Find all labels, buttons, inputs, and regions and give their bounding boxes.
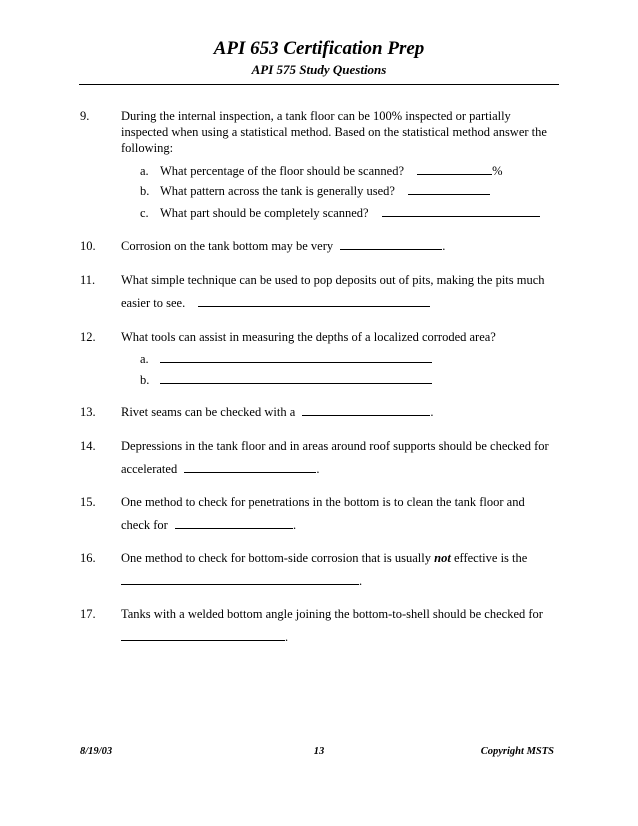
answer-17-blank[interactable] [121,629,285,641]
question-9-number: 9. [80,109,90,123]
question-15-line1: One method to check for penetrations in the bottom is to clean the tank floor and [121,495,525,509]
question-14-line1: Depressions in the tank floor and in areas around roof supports should be checked for [121,439,549,453]
answer-9b-blank[interactable] [408,183,490,195]
footer-page-number: 13 [313,746,325,757]
question-12a-letter: a. [140,352,149,366]
answer-12b-blank[interactable] [160,372,432,384]
question-11-row2 [121,295,430,312]
question-12a-row [160,351,432,368]
answer-11-blank[interactable] [198,295,430,307]
question-11-line1: What simple technique can be used to pop deposits out of pits, making the pits much [121,273,545,287]
question-15-row2 [121,517,296,534]
question-12b-row [160,372,432,389]
question-9b-letter: b. [140,184,150,198]
question-14-number: 14. [80,439,96,453]
question-16-row2 [121,573,362,590]
question-14-suffix: . [316,462,320,476]
question-9c-letter: c. [140,206,149,220]
answer-9a-blank[interactable] [417,163,492,175]
question-9a-letter: a. [140,164,149,178]
answer-13-blank[interactable] [302,404,430,416]
question-14-line2: accelerated [121,462,178,476]
question-10-number: 10. [80,239,96,253]
question-13-row [121,404,434,421]
question-15-number: 15. [80,495,96,509]
question-9a-text: What percentage of the floor should be scanned? [160,164,404,178]
question-12b-letter: b. [140,373,150,387]
question-12-text: What tools can assist in measuring the depths of a localized corroded area? [121,330,496,344]
answer-12a-blank[interactable] [160,351,432,363]
question-9b-row [160,183,490,200]
question-17-suffix: . [285,630,289,644]
question-15-line2: check for [121,518,168,532]
question-17-row2 [121,629,288,646]
question-16-text-pre: One method to check for bottom-side corrosion that is usually [121,551,432,565]
answer-10-blank[interactable] [340,238,442,250]
question-9-line2: inspected when using a statistical method. Based on the statistical method answer the [121,125,547,139]
question-17-number: 17. [80,607,96,621]
question-9c-text: What part should be completely scanned? [160,206,369,220]
question-9a-suffix: % [492,164,503,178]
footer-date: 8/19/03 [80,746,113,757]
answer-9c-blank[interactable] [382,205,540,217]
question-12-number: 12. [80,330,96,344]
page-title: API 653 Certification Prep [213,38,425,59]
question-16-emphasis: not [434,551,451,565]
question-9a-row [160,163,503,180]
page-subtitle: API 575 Study Questions [251,62,387,77]
answer-14-blank[interactable] [184,461,316,473]
footer-copyright: Copyright MSTS [480,746,554,757]
question-16-number: 16. [80,551,96,565]
question-16-suffix: . [359,574,363,588]
question-11-number: 11. [80,273,96,287]
question-10-text: Corrosion on the tank bottom may be very [121,239,334,253]
question-13-suffix: . [430,405,434,419]
question-9b-text: What pattern across the tank is generally used? [160,184,395,198]
answer-16-blank[interactable] [121,573,359,585]
question-13-number: 13. [80,405,96,419]
question-17-line1: Tanks with a welded bottom angle joining the bottom-to-shell should be checked for [121,607,543,621]
answer-15-blank[interactable] [175,517,293,529]
question-16-text-post: effective is the [453,551,528,565]
question-9-line3: following: [121,141,174,155]
header-divider [79,84,559,85]
question-11-line2: easier to see. [121,296,186,310]
question-14-row2 [121,461,319,478]
question-15-suffix: . [292,518,297,532]
question-9c-row [160,205,540,222]
question-16-line1 [121,550,527,567]
question-10-row [121,238,445,255]
question-10-suffix: . [442,239,446,253]
question-9-line1: During the internal inspection, a tank floor can be 100% inspected or partially [121,109,511,123]
question-13-text: Rivet seams can be checked with a [121,405,296,419]
